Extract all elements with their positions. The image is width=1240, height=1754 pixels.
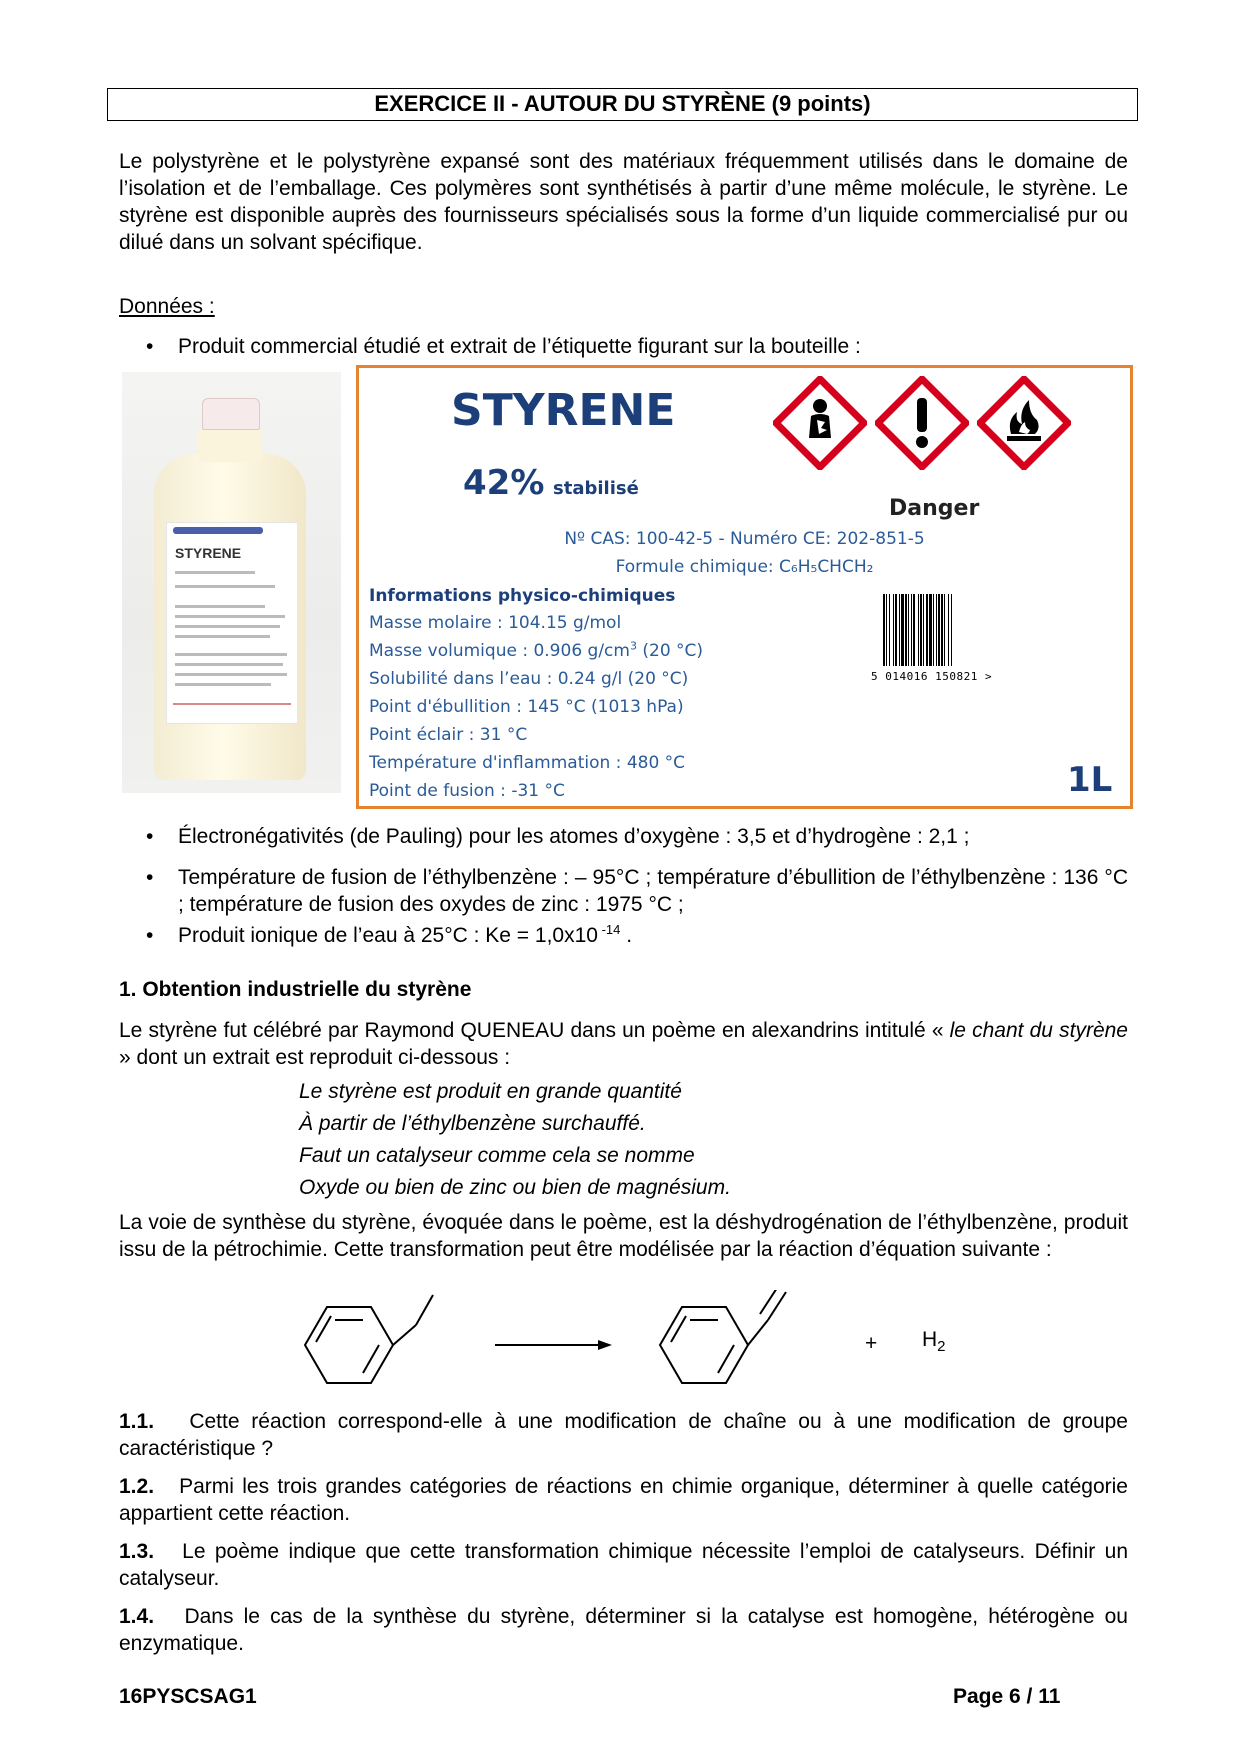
- barcode-bar: [920, 594, 922, 666]
- barcode-bar: [918, 594, 919, 666]
- reaction-arrow: [495, 1340, 612, 1350]
- label-density-prefix: Masse volumique : 0.906 g/cm: [369, 641, 630, 661]
- barcode-bar: [941, 594, 943, 666]
- flammable-icon: [977, 376, 1071, 470]
- intro-paragraph: Le polystyrène et le polystyrène expansé sont des matériaux fréquemment utilisés dans le domaine de l’isolation et de l’emballage. Ces polymères sont synthétisés à partir d’une même molécule, le styrène. Le styrène est disponible auprès des fournisseurs spécialisés sous la forme d’un liquide commercialisé pur ou dilué dans un solvant spécifique.: [119, 150, 1128, 254]
- label-boiling-point: Point d'ébullition : 145 °C (1013 hPa): [369, 697, 684, 717]
- label-solubility: Solubilité dans l’eau : 0.24 g/l (20 °C): [369, 669, 689, 689]
- barcode-bar: [899, 594, 900, 666]
- styrene-structure: [660, 1290, 786, 1383]
- label-density-suffix: (20 °C): [636, 641, 704, 661]
- bottle-label-text-line: [175, 585, 275, 588]
- question-1-3: [119, 1538, 1128, 1592]
- label-cas-line: Nº CAS: 100-42-5 - Numéro CE: 202-851-5: [564, 529, 925, 549]
- label-stabilized: stabilisé: [553, 478, 639, 499]
- bullet-product: Produit commercial étudié et extrait de l’étiquette figurant sur la bouteille :: [178, 335, 861, 358]
- equation-h2: [922, 1326, 946, 1360]
- barcode-bar: [938, 594, 940, 666]
- barcode-bar: [929, 594, 932, 666]
- label-formula: C₆H₅CHCH₂: [779, 557, 874, 577]
- label-info-heading: Informations physico-chimiques: [369, 586, 676, 606]
- section1-intro-b: » dont un extrait est reproduit ci-dessous :: [119, 1046, 511, 1069]
- question-number: 1.2.: [119, 1475, 155, 1498]
- barcode-digits: 5 014016 150821 >: [871, 670, 993, 683]
- exercise-title: EXERCICE II - AUTOUR DU STYRÈNE (9 points): [107, 88, 1138, 121]
- bullet-electronegativity: Électronégativités (de Pauling) pour les atomes d’oxygène : 3,5 et d’hydrogène : 2,1 ;: [178, 825, 970, 848]
- bottle-label-text-line: [175, 635, 270, 638]
- question-number: 1.4.: [119, 1605, 155, 1628]
- bottle-cap: [202, 398, 260, 430]
- question-number: 1.3.: [119, 1540, 155, 1563]
- barcode-bar: [905, 594, 907, 666]
- question-number: 1.1.: [119, 1410, 155, 1433]
- bottle-photo: [122, 372, 341, 793]
- ke-suffix: .: [620, 924, 633, 947]
- barcode-bar: [926, 594, 928, 666]
- label-concentration: 42%: [463, 463, 545, 503]
- bottle-label-text-line: [175, 663, 283, 666]
- bottle-label-text-line: [175, 615, 285, 618]
- synthesis-paragraph: La voie de synthèse du styrène, évoquée dans le poème, est la déshydrogénation de l’éthylbenzène, produit issu de la pétrochimie. Cette transformation peut être modélisée par la réaction d’équation suivante :: [119, 1211, 1128, 1261]
- equation-plus: +: [865, 1332, 878, 1355]
- barcode-bar: [908, 594, 909, 666]
- ke-exponent: -14: [597, 922, 621, 937]
- label-name: STYRENE: [451, 385, 676, 436]
- question-1-4: [119, 1603, 1128, 1657]
- barcode-bar: [923, 594, 924, 666]
- poem-line: Oxyde ou bien de zinc ou bien de magnésium.: [299, 1176, 731, 1199]
- bottle-label-text-line: [175, 625, 280, 628]
- barcode-bar: [951, 594, 952, 666]
- label-formula-line: [359, 555, 1130, 579]
- reaction-equation: [290, 1290, 790, 1410]
- ethylbenzene-structure: [305, 1295, 433, 1383]
- label-melting-point: Point de fusion : -31 °C: [369, 781, 565, 801]
- bullet-ionic-product: [178, 922, 1128, 949]
- bottle-label-text-line: [175, 653, 287, 656]
- question-1-2: [119, 1473, 1128, 1527]
- bottle-label: [166, 522, 298, 724]
- poem-line: Le styrène est produit en grande quantité: [299, 1080, 682, 1103]
- label-ignition-temp: Température d'inflammation : 480 °C: [369, 753, 686, 773]
- barcode-bar: [911, 594, 912, 666]
- data-heading: Données :: [119, 295, 215, 318]
- bullet-icon: •: [146, 866, 154, 889]
- barcode-bar: [889, 594, 890, 666]
- label-density-exp: 3: [629, 639, 637, 653]
- question-text: Parmi les trois grandes catégories de réactions en chimie organique, déterminer à quelle catégorie appartient cette réaction.: [119, 1475, 1128, 1525]
- barcode-bar: [886, 594, 887, 666]
- barcode-bar: [948, 594, 949, 666]
- barcode-bar: [895, 594, 897, 666]
- bullet-temperatures: Température de fusion de l’éthylbenzène : – 95°C ; température d’ébullition de l’éthylbenzène : 136 °C ; température de fusion des oxydes de zinc : 1975 °C ;: [178, 866, 1128, 916]
- question-text: Cette réaction correspond-elle à une modification de chaîne ou à une modification de groupe caractéristique ?: [119, 1410, 1128, 1460]
- question-text: Le poème indique que cette transformation chimique nécessite l’emploi de catalyseurs. Définir un catalyseur.: [119, 1540, 1128, 1590]
- ke-prefix: Produit ionique de l’eau à 25°C : Ke = 1,0x10: [178, 924, 598, 947]
- bottle-label-stripe: [173, 527, 263, 534]
- label-density: [369, 639, 703, 663]
- question-1-1: [119, 1408, 1128, 1462]
- bottle-label-text-line: [175, 673, 287, 676]
- footer-page: Page 6 / 11: [953, 1685, 1061, 1708]
- section1-title: 1. Obtention industrielle du styrène: [119, 978, 472, 1001]
- section1-intro-a: Le styrène fut célébré par Raymond QUENEAU dans un poème en alexandrins intitulé «: [119, 1019, 950, 1042]
- barcode: [881, 594, 1001, 670]
- barcode-bar: [893, 594, 894, 666]
- footer-code: 16PYSCSAG1: [119, 1685, 257, 1708]
- label-danger-word: Danger: [889, 496, 980, 521]
- bullet-icon: •: [146, 924, 154, 947]
- bottle-label-red-line: [173, 703, 291, 705]
- bullet-icon: •: [146, 825, 154, 848]
- exclamation-icon: [875, 376, 969, 470]
- barcode-bar: [933, 594, 934, 666]
- h2-subscript: 2: [937, 1338, 946, 1356]
- bottle-label-text-line: [175, 571, 255, 574]
- bottle-label-text-line: [175, 683, 271, 686]
- barcode-bar: [883, 594, 885, 666]
- bottle-label-text-line: [175, 605, 265, 608]
- barcode-bar: [944, 594, 945, 666]
- label-volume: 1L: [1067, 760, 1113, 800]
- poem-line: Faut un catalyseur comme cela se nomme: [299, 1144, 695, 1167]
- barcode-bar: [936, 594, 937, 666]
- health-hazard-icon: [773, 376, 867, 470]
- poem-title: le chant du styrène: [949, 1019, 1128, 1042]
- section1-intro: [119, 1017, 1128, 1071]
- poem-line: À partir de l’éthylbenzène surchauffé.: [299, 1112, 646, 1135]
- h2-base: H: [922, 1328, 938, 1351]
- question-text: Dans le cas de la synthèse du styrène, déterminer si la catalyse est homogène, hétérogène ou enzymatique.: [119, 1605, 1128, 1655]
- product-label: [356, 365, 1133, 809]
- barcode-bar: [913, 594, 915, 666]
- label-formula-prefix: Formule chimique:: [615, 557, 780, 577]
- bullet-icon: •: [146, 335, 154, 358]
- label-flash-point: Point éclair : 31 °C: [369, 725, 528, 745]
- bottle-neck: [198, 428, 262, 462]
- bottle-label-name: STYRENE: [175, 545, 242, 561]
- barcode-bar: [901, 594, 904, 666]
- label-molar-mass: Masse molaire : 104.15 g/mol: [369, 613, 622, 633]
